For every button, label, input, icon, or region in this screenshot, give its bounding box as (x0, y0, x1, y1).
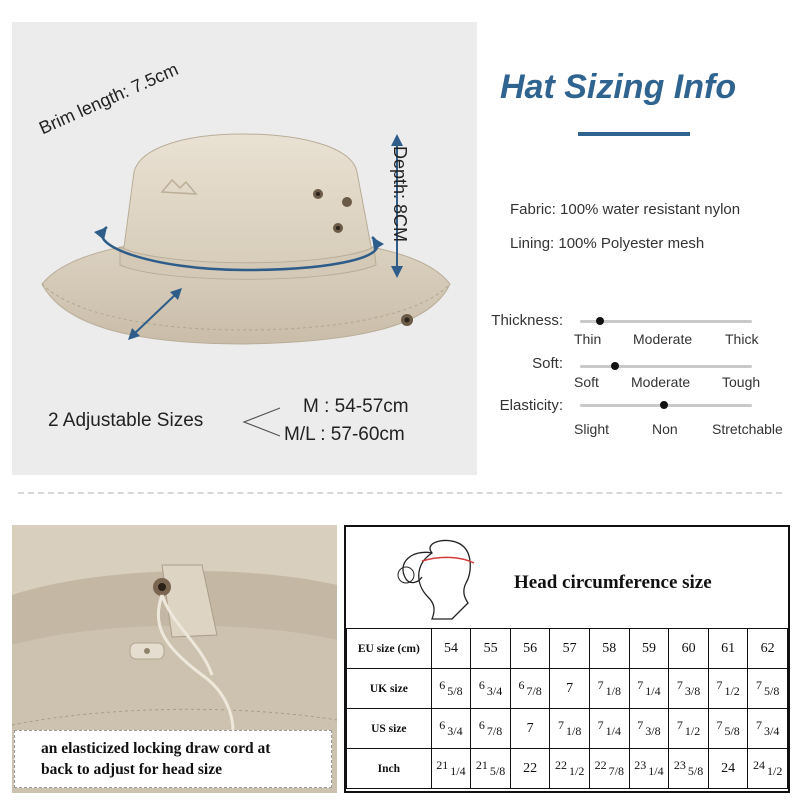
size-cell: 7 5/8 (748, 669, 788, 709)
size-cell: 7 1/4 (589, 709, 629, 749)
size-cell: 7 1/2 (669, 709, 709, 749)
size-cell: 24 1/2 (748, 749, 788, 789)
row-label: US size (347, 709, 432, 749)
caption-line: an elasticized locking draw cord at (41, 740, 271, 757)
size-cell: 57 (550, 629, 590, 669)
head-profile-icon (392, 533, 502, 625)
size-ml-label: M/L : 57-60cm (284, 424, 405, 445)
size-cell: 21 5/8 (471, 749, 511, 789)
brim-length-label: Brim length: 7.5cm (36, 58, 182, 139)
size-cell: 24 (708, 749, 747, 789)
size-chart-table (344, 525, 790, 793)
row-label: UK size (347, 669, 432, 709)
size-cell: 6 5/8 (431, 669, 471, 709)
option-label: Tough (722, 374, 761, 390)
fabric-info: Fabric: 100% water resistant nylon (510, 201, 741, 218)
size-cell: 6 7/8 (471, 709, 511, 749)
size-cell: 7 (510, 709, 549, 749)
scale-marker (596, 317, 604, 325)
size-m-label: M : 54-57cm (303, 396, 409, 417)
table-row (347, 629, 788, 669)
section-divider (18, 492, 782, 494)
page-title: Hat Sizing Info (500, 68, 737, 106)
drawcord-caption (14, 730, 332, 788)
size-cell: 7 5/8 (708, 709, 747, 749)
title-underline (578, 132, 690, 136)
size-cell: 6 7/8 (510, 669, 549, 709)
size-cell: 22 7/8 (589, 749, 629, 789)
size-cell: 7 3/8 (669, 669, 709, 709)
option-label: Thick (725, 331, 759, 347)
adjustable-sizes-label: 2 Adjustable Sizes (48, 410, 204, 431)
size-cell: 56 (510, 629, 549, 669)
row-label: Inch (347, 749, 432, 789)
size-cell: 7 3/4 (748, 709, 788, 749)
table-row (347, 669, 788, 709)
caption-line: back to adjust for head size (41, 761, 222, 778)
option-label: Slight (574, 421, 610, 437)
option-label: Soft (574, 374, 599, 390)
size-cell: 7 3/8 (629, 709, 669, 749)
size-cell: 7 1/2 (708, 669, 747, 709)
size-cell: 6 3/4 (471, 669, 511, 709)
size-cell: 58 (589, 629, 629, 669)
size-cell: 55 (471, 629, 511, 669)
size-grid (346, 628, 788, 789)
property-label: Soft: (532, 355, 563, 372)
lining-info: Lining: 100% Polyester mesh (510, 235, 705, 252)
option-label: Stretchable (712, 421, 783, 437)
size-cell: 7 (550, 669, 590, 709)
property-label: Thickness: (491, 312, 563, 329)
scale-marker (660, 401, 668, 409)
size-cell: 54 (431, 629, 471, 669)
table-row (347, 709, 788, 749)
option-label: Moderate (631, 374, 691, 390)
elasticity-scale (580, 404, 752, 407)
table-row (347, 749, 788, 789)
size-cell: 23 5/8 (669, 749, 709, 789)
size-cell: 23 1/4 (629, 749, 669, 789)
option-label: Non (652, 421, 678, 437)
option-label: Thin (574, 331, 602, 347)
size-cell: 7 1/8 (589, 669, 629, 709)
size-cell: 62 (748, 629, 788, 669)
property-label: Elasticity: (499, 397, 563, 414)
size-cell: 61 (708, 629, 747, 669)
size-cell: 6 3/4 (431, 709, 471, 749)
row-label: EU size (cm) (347, 629, 432, 669)
option-label: Moderate (633, 331, 693, 347)
table-title: Head circumference size (514, 572, 712, 593)
size-cell: 22 1/2 (550, 749, 590, 789)
hat-photo-panel (12, 22, 477, 475)
depth-label: Depth: 8CM (390, 146, 410, 243)
size-cell: 7 1/4 (629, 669, 669, 709)
table-header (346, 527, 788, 629)
size-cell: 7 1/8 (550, 709, 590, 749)
size-cell: 59 (629, 629, 669, 669)
size-cell: 22 (510, 749, 549, 789)
size-cell: 60 (669, 629, 709, 669)
soft-scale (580, 365, 752, 368)
size-cell: 21 1/4 (431, 749, 471, 789)
scale-marker (611, 362, 619, 370)
thickness-scale (580, 320, 752, 323)
